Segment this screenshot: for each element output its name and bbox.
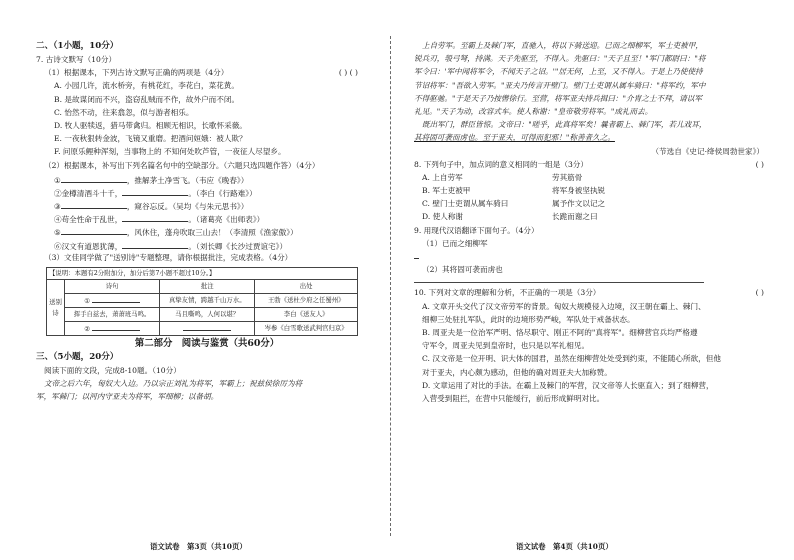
answer-blank[interactable]: [122, 214, 188, 222]
table-side-label: 送别诗: [47, 280, 65, 336]
q7-1-option: C. 怡然不动，往来翕忽，似与游者相乐。: [54, 107, 194, 117]
q10-option: 对于亚夫，内心颇为感动，但他的确对周亚夫大加称赞。: [422, 367, 612, 377]
table-header: 出处: [255, 280, 358, 294]
q7-1-text: （1）根据课本，下列古诗文默写正确的两项是（4分）: [44, 68, 229, 78]
q10-option: D. 文章运用了对比的手法。在霸上及棘门的军营，汉文帝等人长驱直入；到了细柳营，: [422, 380, 714, 390]
page-divider: [390, 36, 391, 536]
table-header: 诗句: [65, 280, 160, 294]
q7-3-question: （3）文佳同学做了"送别诗"专题整理，请你根据批注，完成表格。（4分）: [44, 252, 293, 262]
q8-option: B. 军士吏被甲 将军身被坚执锐: [422, 186, 606, 196]
answer-blank[interactable]: [61, 201, 127, 209]
q7-1-option: B. 是故谋闭而不兴，盗窃乱贼而不作，故外户而不闭。: [54, 94, 240, 104]
passage-line: 文帝之后六年，匈奴大入边。乃以宗正刘礼为将军，军霸上；祝兹侯徐厉为将: [44, 379, 303, 389]
q8-option: A. 上自劳军 劳其筋骨: [422, 172, 583, 182]
q7-1-option: F. 问原乐鲤种浑刻，当事物上的 不知何处吹芦管，一夜征人尽望乡。: [54, 147, 286, 157]
q10-option: 入营受到阻拦，在营中只能缓行，前后形成鲜明对比。: [422, 393, 605, 403]
right-page: [396, 0, 794, 560]
section3-intro: 阅读下面的文段，完成8-10题。（10分）: [44, 366, 181, 375]
answer-blank[interactable]: [122, 188, 188, 196]
q9-2: （2）其将固可袭而虏也: [422, 265, 503, 275]
farewell-poem-table: [46, 267, 358, 336]
table-row: ① 真挚友情，跨越千山万水。 王勃《送杜少府之任蜀州》: [47, 294, 358, 308]
table-row: 挥手自兹去，萧萧班马鸣。 马且嘶鸣，人何以堪？ 李白《送友人》: [47, 308, 358, 322]
q8-question: 8. 下列句子中，加点词的意义相同的一组是（3分） ( ): [414, 161, 784, 174]
passage-line: 军令曰：'军中闻将军令，不闻天子之诏。'"居无何，上至，又不得入。于是上乃使使持: [414, 67, 703, 77]
q10-option: 守军令，周亚夫见到皇帝时，也只是以军礼相见。: [422, 341, 590, 351]
q7-2-question: （2）根据课本，补写出下列名篇名句中的空缺部分。（六题只选四题作答）（4分）: [44, 160, 320, 170]
answer-blank[interactable]: [122, 241, 188, 249]
passage-line: 礼见。"天子为动，改容式车。使人称谢："皇帝敬劳将军。"成礼而去。: [414, 106, 653, 116]
fill-blank-item: ④苟全性命于乱世， 。（诸葛亮《出师表》）: [54, 215, 265, 225]
answer-blank[interactable]: [61, 227, 127, 235]
fill-blank-item: ⑤ ，风休住，蓬舟吹取三山去！（李清照《渔家傲》）: [54, 228, 298, 238]
q7-1-option: A. 小园几许，流水桥旁，有桃花红，李花白，菜花黄。: [54, 81, 239, 91]
q7-1-option: E. 一夜秋狠转金波，飞镜又重磨。把酒问姮娥：被人欺？: [54, 134, 247, 144]
passage-line: 上自劳军。至霸上及棘门军，直驰入，将以下骑送迎。已而之细柳军，军士吏被甲，: [422, 41, 703, 50]
q7-1-option: D. 牧人驱犊返，猎马带禽归。相顾无相识，长歌怀采薇。: [54, 120, 247, 130]
passage-line: 节诏将军："吾欲入劳军。"亚夫乃传言开壁门。壁门士吏谓从属车骑曰："将军约，军中: [414, 80, 706, 90]
annotation-blank-cell[interactable]: [160, 322, 255, 336]
page-footer: 语文试卷 第4页（共10页）: [516, 542, 613, 552]
q8-option: C. 壁门士吏谓从属车骑曰 属予作文以记之: [422, 199, 606, 209]
passage-line: 既出军门，群臣皆惊。文帝曰："嗟乎，此真将军矣！曩者霸上、棘门军，若儿戏耳，: [422, 120, 707, 130]
fill-blank-item: ① ，推解茅土净雪飞。（韦应《晚春》）: [54, 175, 249, 185]
passage-line: 军，军棘门；以河内守亚夫为将军，军细柳；以备胡。: [36, 392, 219, 402]
page-footer: 语文试卷 第3页（共10页）: [150, 542, 247, 552]
q8-answer-paren[interactable]: ( ): [755, 159, 764, 169]
q10-answer-paren[interactable]: ( ): [755, 288, 764, 298]
table-note: 【说明：本题有2分附加分，加分后第7小题不超过10分。】: [47, 268, 358, 280]
q10-option: C. 汉文帝是一位开明、识大体的国君，虽然在细柳营处处受到约束，不能随心所欲，但他: [422, 354, 721, 364]
poem-blank-cell[interactable]: ①: [65, 294, 160, 308]
section2-header: 二、（1小题，10分）: [36, 41, 119, 51]
q9-2-answer-line[interactable]: [414, 282, 704, 283]
answer-blank[interactable]: [61, 175, 127, 183]
table-header: 批注: [160, 280, 255, 294]
fill-blank-item: ⑥汉文有道恩犹薄， 。（刘长卿《长沙过贾谊宅》）: [54, 241, 288, 251]
fill-blank-item: ③ ，窥谷忘反。（吴均《与朱元思书》）: [54, 202, 249, 212]
passage-source: （节选自《史记·绛侯周勃世家》）: [651, 146, 764, 156]
q9-1: （1）已而之细柳军: [422, 238, 488, 248]
passage-line: 不得驱驰。"于是天子乃按辔徐行。至营，将军亚夫持兵揖曰："介胄之士不拜，请以军: [414, 93, 702, 103]
q10-option: 细柳三处驻扎军队，此时的边境形势严峻，军队处于戒备状态。: [422, 314, 635, 324]
passage-line-underlined: 其将固可袭而虏也。至于亚夫，可得而犯邪！"称善者久之。: [414, 133, 615, 143]
q10-option: B. 周亚夫是一位治军严明、恪尽职守、刚正不阿的"真将军"。细柳营官兵均严格遵: [422, 327, 698, 337]
fill-blank-item: ②金樽清酒斗十千， 。（李白《行路难》）: [54, 188, 257, 198]
left-page: [0, 0, 388, 560]
q7-1-answer-paren[interactable]: ( ) ( ): [338, 68, 358, 78]
section3-header: 三、（5小题，20分）: [36, 352, 119, 362]
q10-option: A. 文章开头交代了汉文帝劳军的背景。匈奴大规模侵入边境，汉王朝在霸上、棘门、: [422, 301, 706, 311]
q7-title: 7. 古诗文默写（10分）: [36, 55, 117, 64]
part2-title: 第二部分 阅读与鉴赏（共60分）: [134, 338, 280, 349]
passage-line: 锐兵刃，彀弓弩，持满。天子先驱至，不得入。先驱曰："天子且至！"军门都尉曰："将: [414, 54, 706, 64]
poem-blank-cell[interactable]: ②: [65, 322, 160, 336]
q10-question: 10. 下列对文章的理解和分析，不正确的一项是（3分） ( ): [414, 289, 784, 302]
q9-question: 9. 用现代汉语翻译下面句子。（4分）: [414, 225, 539, 235]
q8-option: D. 使人称谢 长跪而谢之曰: [422, 212, 598, 222]
table-row: ② 岑参《白雪歌送武判官归京》: [47, 322, 358, 336]
